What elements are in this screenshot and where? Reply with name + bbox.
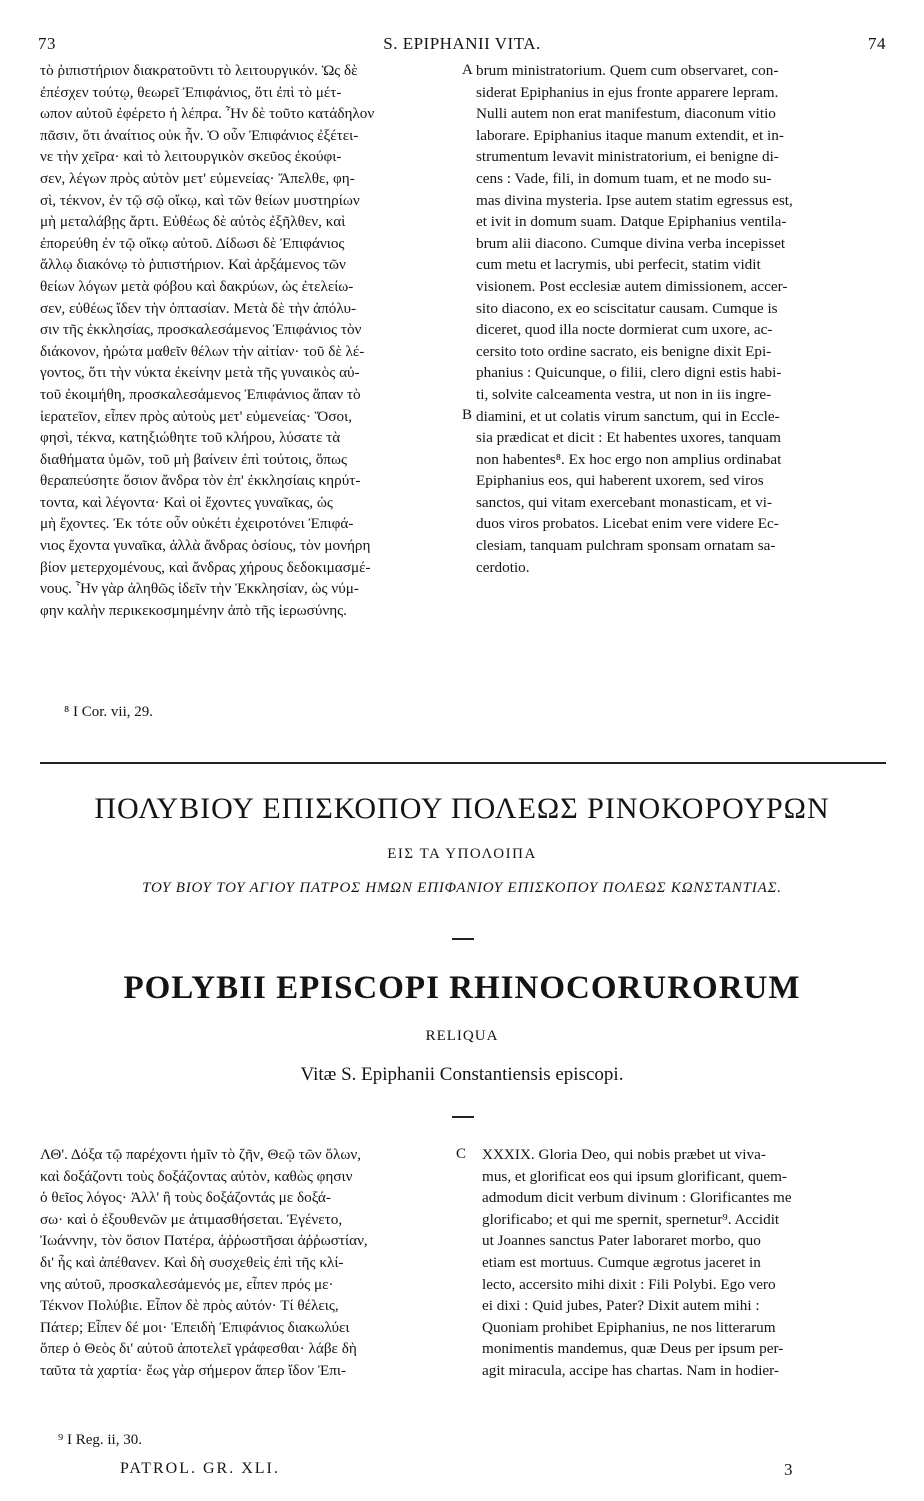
text-line: φην καλὴν περικεκοσμημένην ἀπὸ τῆς ἱερωσύνης. [40,601,347,619]
footnote-8: ⁸ I Cor. vii, 29. [64,704,153,720]
page-number-left: 73 [38,34,56,53]
greek-column-top [40,60,460,621]
text-line: cens : Vade, fili, in domum tuam, et ne modo su- [476,169,772,187]
text-line: τοντα, καὶ λέγοντα· Καὶ οἱ ἔχοντες γυναῖκας, ὡς [40,493,333,511]
text-line: cum metu et lacrymis, ubi perfecit, statim vidit [476,256,761,274]
text-line: monimentis mandemus, quæ Deus per ipsum per- [482,1340,784,1358]
latin-column-bottom [482,1144,887,1382]
greek-section-title: ΠΟΛΥΒΙΟΥ ΕΠΙΣΚΟΠΟΥ ΠΟΛΕΩΣ ΡΙΝΟΚΟΡΟΥΡΩΝ [94,792,830,825]
text-line: brum ministratorium. Quem cum observaret, con- [476,62,779,79]
text-line: δι' ἧς καὶ ἀπέθανεν. Καὶ δὴ συσχεθεὶς ἐπὶ τῆς κλί- [40,1253,344,1271]
text-line: σεν, εὐθέως ἴδεν τὴν ὀπτασίαν. Μετὰ δὲ τὴν ἀπόλυ- [40,299,357,317]
text-line: admodum dicit verbum divinum : Glorificantes me [482,1189,792,1207]
section-divider [40,762,886,764]
text-line: ὁ θεῖος λόγος· Ἀλλ' ἢ τοὺς δοξάζοντάς με δοξά- [40,1189,331,1207]
column-marker-c: C [456,1146,467,1162]
text-line: τοῦ ἐκοιμήθη, προσκαλεσάμενος Ἐπιφάνιος ἅπαν τὸ [40,385,361,403]
text-line: γοντος, ὅτι τὴν νύκτα ἐκείνην μετὰ τῆς γυναικὸς αὐ- [40,364,360,382]
text-line: ΛΘ'. Δόξα τῷ παρέχοντι ἡμῖν τὸ ζῆν, Θεῷ τῶν ὅλων, [40,1146,362,1163]
text-line: ωπον αὐτοῦ ἐφέρετο ἡ λέπρα. Ἦν δὲ τοῦτο κατάδηλον [40,105,375,123]
text-line: lecto, accersito mihi dixit : Fili Polybi. Ego vero [482,1275,776,1293]
text-line: et ivit in domum suam. Datque Epiphanius ventila- [476,213,787,231]
greek-section-subtitle-2: ΤΟΥ ΒΙΟΥ ΤΟΥ ΑΓΙΟΥ ΠΑΤΡΟΣ ΗΜΩΝ ΕΠΙΦΑΝΙΟΥ ΕΠΙΣΚΟΠΟΥ ΠΟΛΕΩΣ ΚΩΝΣΤΑΝΤΙΑΣ. [142,880,782,896]
latin-column-top [476,60,886,578]
text-line: sia prædicat et dicit : Et habentes uxores, tanquam [476,429,781,447]
text-line: ὅπερ ὁ Θεὸς δι' αὐτοῦ ἀποτελεῖ γράφεσθαι· λάβε δὴ [40,1340,357,1358]
text-line: τὸ ῥιπιστήριον διακρατοῦντι τὸ λειτουργικόν. Ὡς δὲ [40,62,358,79]
collection-signature: PATROL. GR. XLI. [120,1460,280,1477]
sheet-signature: 3 [784,1460,793,1479]
text-line: Τέκνον Πολύβιε. Εἶπον δὲ πρὸς αὐτόν· Τί θέλεις, [40,1297,339,1315]
text-line: νης αὐτοῦ, προσκαλεσάμενός με, εἶπεν πρός με· [40,1275,334,1293]
text-line: agit miracula, accipe has chartas. Nam in hodier- [482,1361,779,1379]
text-line: diceret, quod illa nocte dormierat cum uxore, ac- [476,321,773,339]
running-title: S. EPIPHANII VITA. [383,34,541,53]
text-line: ἄλλῳ διακόνῳ τὸ ῥιπιστήριον. Καὶ ἀρξάμενος τῶν [40,256,346,274]
text-line: πᾶσιν, ὅτι ἀναίτιος οὐκ ἦν. Ὁ οὖν Ἐπιφάνιος ἐξέτει- [40,126,359,144]
text-line: θείων λόγων μετὰ φόβου καὶ δακρύων, ὡς ἐτελείω- [40,277,354,295]
text-line: strumentum levavit ministratorium, ei benigne di- [476,148,779,166]
text-line: φησὶ, τέκνα, κατηξιώθητε τοῦ κλήρου, λύσατε τὰ [40,429,341,447]
text-line: καὶ δοξάζοντι τοὺς δοξάζοντας αὐτὸν, καθὼς φησιν [40,1167,353,1185]
text-line: Nulli autem non erat manifestum, diaconum vitio [476,105,776,123]
column-marker-b: B [462,407,473,423]
footnote-9: ⁹ I Reg. ii, 30. [58,1432,142,1448]
text-line: brum alii diacono. Cumque divina verba incepisset [476,234,786,252]
text-line: μὴ μεταλάβῃς ἄρτι. Εὐθέως δὲ αὐτὸς ἐξῆλθεν, καὶ [40,213,346,231]
text-line: σεν, λέγων πρὸς αὐτὸν μετ' εὐμενείας· Ἄπελθε, φη- [40,169,355,187]
text-line: diamini, et ut colatis virum sanctum, qui in Eccle- [476,407,780,425]
text-line: XXXIX. Gloria Deo, qui nobis præbet ut viva- [482,1146,766,1163]
text-line: νους. Ἦν γὰρ ἀληθῶς ἰδεῖν τὴν Ἐκκλησίαν, ὡς νύμ- [40,580,359,598]
title-dash-2 [452,1116,474,1118]
greek-column-bottom [40,1144,450,1382]
text-line: διαθήματα ὑμῶν, τοῦ μὴ βαίνειν ἐπὶ τούτοις, ὅπως [40,450,347,468]
text-line: ei dixi : Quid jubes, Pater? Dixit autem mihi : [482,1297,760,1315]
text-line: Πάτερ; Εἶπεν δέ μοι· Ἐπειδὴ Ἐπιφάνιος διακωλύει [40,1318,350,1336]
text-line: ἐπέσχεν τούτῳ, θεωρεῖ Ἐπιφάνιος, ὅτι ἐπὶ τὸ μέτ- [40,83,342,101]
text-line: Epiphanius eos, qui haberent uxorem, sed viros [476,472,764,490]
text-line: mas divina mysteria. Ipse autem statim egressus est, [476,191,793,209]
latin-section-subtitle: RELIQUA [425,1028,499,1044]
text-line: laborare. Epiphanius itaque manum extendit, et in- [476,126,784,144]
text-line: βίον μετερχομένους, καὶ ἄνδρας χήρους δεδοκιμασμέ- [40,558,371,576]
latin-section-title: POLYBII EPISCOPI RHINOCORURORUM [123,970,801,1006]
text-line: διάκονον, ἠρώτα μαθεῖν θέλων τὴν αἰτίαν· τοῦ δὲ λέ- [40,342,365,360]
text-line: ti, solvite calceamenta vestra, ut non in iis ingre- [476,385,772,403]
text-line: Quoniam prohibet Epiphanius, ne nos litterarum [482,1318,776,1336]
text-line: phanius : Quicunque, o filii, clero digni estis habi- [476,364,782,382]
text-line: ut Joannes sanctus Pater laboraret morbo, quo [482,1232,761,1250]
title-dash [452,938,474,940]
text-line: σω· καὶ ὁ ἐξουθενῶν με ἀτιμασθήσεται. Ἐγένετο, [40,1210,343,1228]
text-line: duos viros probatos. Licebat enim vere videre Ec- [476,515,779,533]
text-line: μὴ ἔχοντες. Ἐκ τότε οὖν οὐκέτι ἐχειροτόνει Ἐπιφά- [40,515,354,533]
text-line: mus, et glorificat eos qui ipsum glorificant, quem- [482,1167,787,1185]
text-line: etiam est mortuus. Cumque ægrotus jaceret in [482,1253,761,1271]
latin-section-subtitle-2: Vitæ S. Epiphanii Constantiensis episcopi. [300,1064,624,1085]
text-line: sito diacono, ex eo sciscitatur causam. Cumque is [476,299,778,317]
text-line: ἱερατεῖον, εἶπεν πρὸς αὐτοὺς μετ' εὐμενείας· Ὅσοι, [40,407,352,425]
column-marker-a: A [462,62,473,78]
text-line: clesiam, tanquam pulchram sponsam ornatam sa- [476,537,776,555]
text-line: visionem. Post ecclesiæ autem dimissionem, accer- [476,277,788,295]
text-line: ταῦτα τὰ χαρτία· ἕως γὰρ σήμερον ἅπερ ἴδον Ἐπι- [40,1361,347,1379]
text-line: νε τὴν χεῖρα· καὶ τὸ λειτουργικὸν σκεῦος ἐκούφι- [40,148,342,166]
text-line: Ἰωάννην, τὸν ὅσιον Πατέρα, ἀῤῥωστῆσαι ἀῤῥωστίαν, [40,1232,368,1250]
text-line: σιν τῆς ἐκκλησίας, προσκαλεσάμενος Ἐπιφάνιος τὸν [40,321,362,339]
text-line: θεραπεύσητε ὅσιον ἄνδρα τὸν ἐπ' ἐκκλησίαις κηρύτ- [40,472,361,490]
text-line: non habentes⁸. Ex hoc ergo non amplius ordinabat [476,450,782,468]
text-line: ἐπορεύθη ἐν τῷ οἴκῳ αὐτοῦ. Δίδωσι δὲ Ἐπιφάνιος [40,234,345,252]
page-number-right: 74 [868,34,886,53]
text-line: νιος ἔχοντα γυναῖκα, ἀλλὰ ἄνδρας ὁσίους, τὸν μονήρη [40,537,371,555]
greek-section-subtitle: ΕΙΣ ΤΑ ΥΠΟΛΟΙΠΑ [387,846,537,862]
text-line: σὶ, τέκνον, ἐν τῷ σῷ οἴκῳ, καὶ τῶν θείων μυστηρίων [40,191,360,209]
text-line: cerdotio. [476,558,530,576]
text-line: siderat Epiphanius in ejus fronte apparere lepram. [476,83,779,101]
text-line: cersito toto ordine sacrato, eis benigne dixit Epi- [476,342,772,360]
text-line: glorificabo; et qui me spernit, spernetur⁹. Accidit [482,1210,780,1228]
text-line: sanctos, qui vitam exercebant monasticam, et vi- [476,493,773,511]
